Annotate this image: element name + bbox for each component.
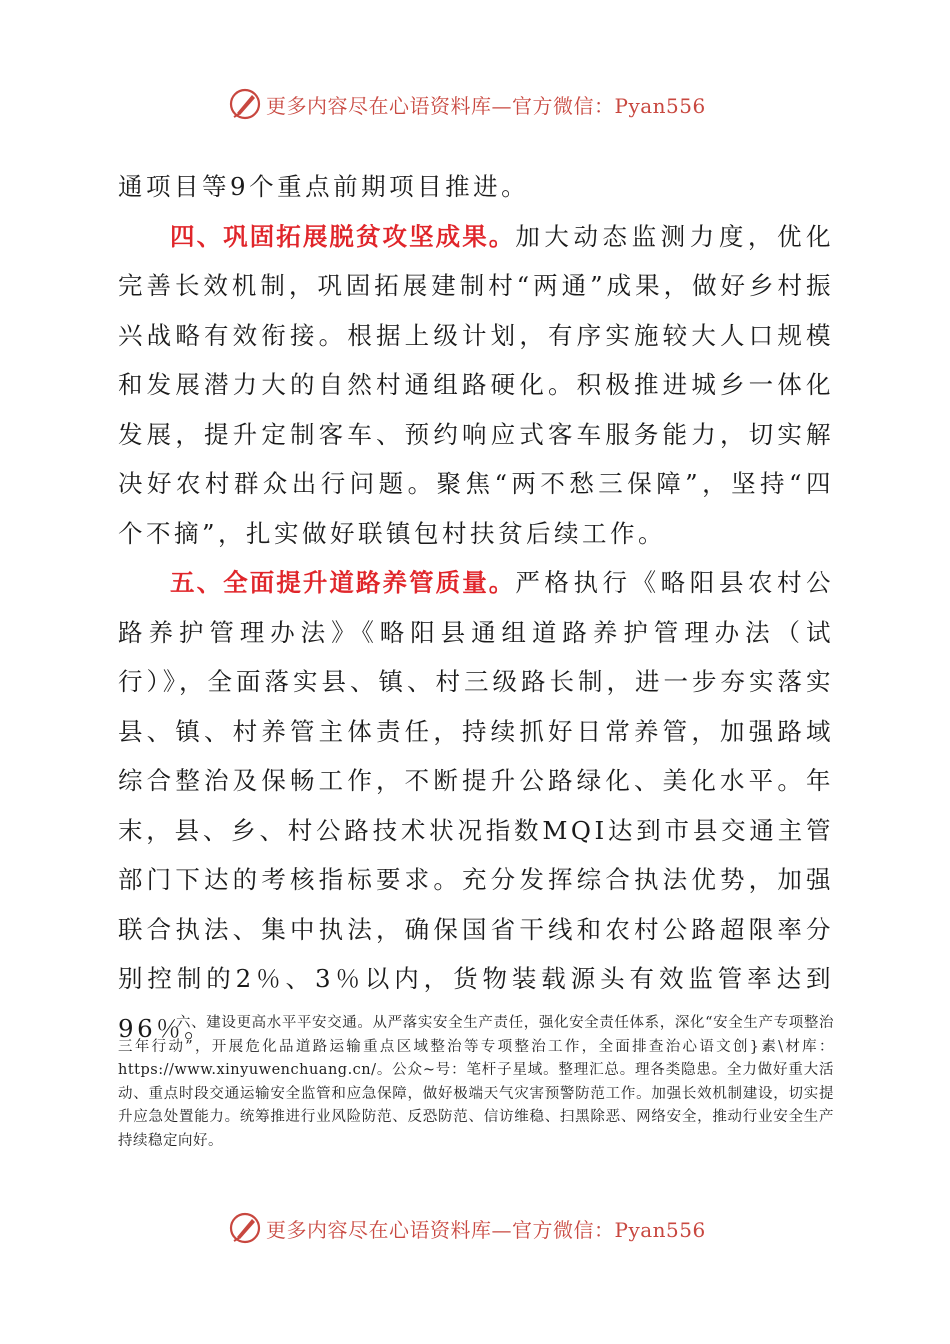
paragraph-section-5 xyxy=(118,558,834,1053)
header-watermark-text: 更多内容尽在心语资料库—官方微信：Pyan556 xyxy=(266,93,706,118)
section-5-text: 严格执行《略阳县农村公路养护管理办法》《略阳县通组道路养护管理办法（试行）》，全面落实县、镇、村三级路长制，进一步夯实落实县、镇、村养管主体责任，持续抓好日常养管，加强路域综合整治及保畅工作，不断提升公路绿化、美化水平。年末，县、乡、村公路技术状况指数MQI达到市县交通主管部门下达的考核指标要求。充分发挥综合执法优势，加强联合执法、集中执法，确保国省干线和农村公路超限率分别控制的2％、3％以内，货物装载源头有效监管率达到96％。 xyxy=(118,568,835,1043)
document-body xyxy=(118,162,834,1053)
paragraph-continuation: 通项目等9个重点前期项目推进。 xyxy=(118,172,530,201)
footer-watermark-text: 更多内容尽在心语资料库—官方微信：Pyan556 xyxy=(266,1217,706,1242)
section-4-text: 加大动态监测力度，优化完善长效机制，巩固拓展建制村“两通”成果，做好乡村振兴战略有效衔接。根据上级计划，有序实施较大人口规模和发展潜力大的自然村通组路硬化。积极推进城乡一体化发展，提升定制客车、预约响应式客车服务能力，切实解决好农村群众出行问题。聚焦“两不愁三保障”，坚持“四个不摘”，扎实做好联镇包村扶贫后续工作。 xyxy=(118,221,835,548)
paragraph-section-4 xyxy=(118,212,834,559)
section-5-heading: 五、全面提升道路养管质量。 xyxy=(170,568,516,597)
section-4-heading: 四、巩固拓展脱贫攻坚成果。 xyxy=(170,221,516,251)
footer-watermark-banner xyxy=(228,1210,748,1246)
paragraph-section-6: 六、建设更高水平平安交通。从严落实安全生产责任，强化安全责任体系，深化“安全生产专项整治三年行动”，开展危化品道路运输重点区域整治等专项整治工作，全面排查治心语文创}素\材库：https://www.xinyuwenchuang.cn/。公众~号：笔杆子星域。整理汇总。理各类隐患。全力做好重大活动、重点时段交通运输安全监管和应急保障，做好极端天气灾害预警防范工作。加强长效机制建设，切实提升应急处置能力。统筹推进行业风险防范、反恐防范、信访维稳、扫黑除恶、网络安全，推动行业安全生产持续稳定向好。 xyxy=(118,1015,834,1149)
pen-logo-icon xyxy=(228,87,262,121)
pen-logo-icon xyxy=(228,1211,262,1245)
header-watermark-banner xyxy=(228,86,748,122)
